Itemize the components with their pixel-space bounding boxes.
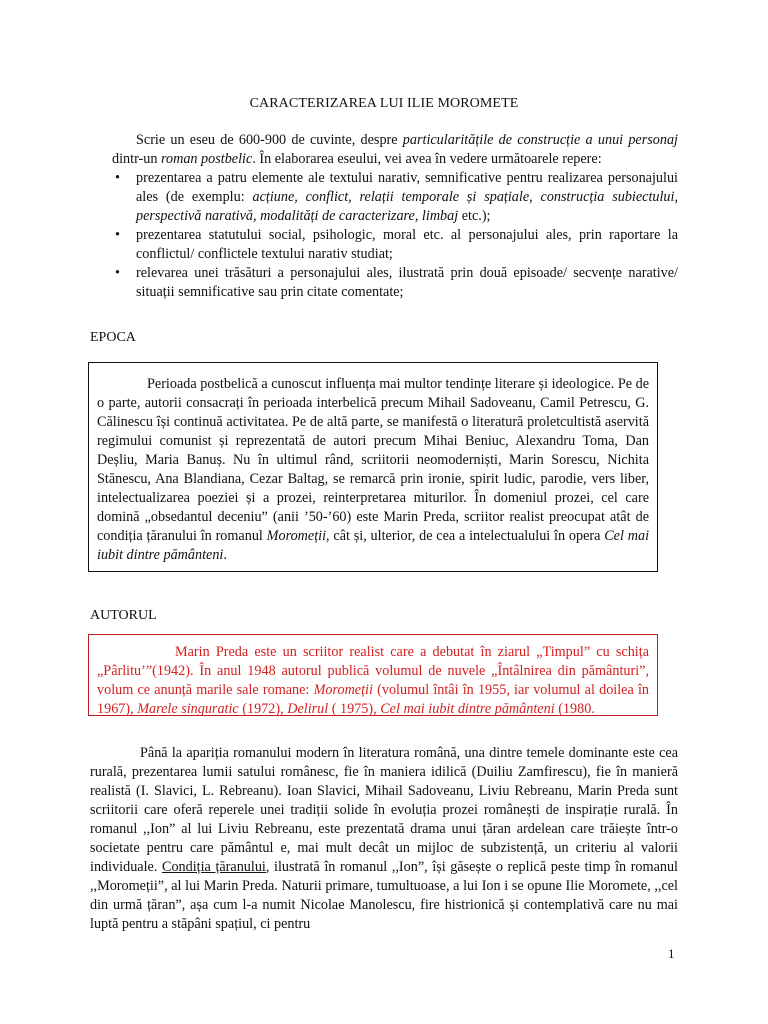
text-run: (1980.: [554, 701, 595, 717]
italic-text-run: Marele singuratic: [137, 701, 239, 717]
list-item: [112, 264, 678, 302]
autorul-paragraph: [97, 643, 649, 719]
italic-text-run: roman postbelic: [160, 151, 253, 167]
epoca-paragraph: [97, 375, 649, 565]
text-run: Până la apariția romanului modern în literatura română, una dintre temele dominante este cea rurală, prezentarea lumii satului românesc, fie în maniera idilică (Duiliu Zamfirescu), fie în manieră realistă (I. Slavici, L. Rebreanu). Ioan Slavici, Mihail Sadoveanu, Liviu Rebreanu, Marin Preda sunt scriitorii care oferă reperele unei tradiții solide în evoluția prozei românești de inspirație rurală. În romanul ,,Ion” al lui Liviu Rebreanu, este prezentată drama unui țăran ardelean care trăiește într-o societate pentru care pământul e, mai mult decât un mijloc de subzistență, un criteriu al valorii individuale.: [90, 745, 678, 875]
bullet-icon: •: [115, 227, 120, 243]
text-run: . În elaborarea eseului, vei avea în vedere următoarele repere:: [252, 151, 602, 167]
section-heading-autorul: AUTORUL: [90, 608, 157, 623]
text-run: dintr-un: [112, 151, 161, 167]
essay-paragraph: [90, 744, 678, 934]
text-run: prezentarea statutului social, psihologic, moral etc. al personajului ales, prin raportare la conflictul/ conflictele textului narativ studiat;: [136, 227, 678, 262]
bullet-icon: •: [115, 265, 120, 281]
text-run: Scrie un eseu de 600-900 de cuvinte, despre: [136, 132, 403, 148]
text-run: , ilustrată în romanul ,,Ion”, își găsește o replică peste timp în romanul ,,Moromeții”, al lui Marin Preda. Naturii primare, tumultuoase, a lui Ion i se opune Ilie Moromete, ,,cel din urmă țăran”, așa cum l-a numit Nicolae Manolescu, fire histrionică și contemplativă care nu mai luptă pentru a stăpâni spațiul, ci pentru: [90, 859, 678, 932]
instructions-paragraph: [112, 131, 678, 169]
list-item: [112, 226, 678, 264]
section-heading-epoca: EPOCA: [90, 330, 136, 345]
text-run: .: [223, 547, 227, 563]
autorul-text-box: [88, 634, 658, 716]
text-run: Perioada postbelică a cunoscut influența mai multor tendințe literare și ideologice. Pe de o parte, autorii consacrați în perioada interbelică precum Mihail Sadoveanu, Camil Petrescu, G. Călinescu își continuă activitatea. Pe de altă parte, se manifestă o literatură proletcultistă aservită regimului comunist și reprezentată de autori precum Mihai Beniuc, Alexandru Toma, Dan Deșliu, Maria Banuș. Nu în ultimul rând, scriitorii neomoderniști, Marin Sorescu, Nichita Stănescu, Ana Blandiana, Cezar Baltag, se remarcă prin ironie, spirit ludic, parodie, vers liber, intelectualizarea poeziei și a prozei, reinterpretarea miturilor. În domeniul prozei, cel care domină „obsedantul deceniu” (anii ’50-’60) este Marin Preda, scriitor realist preocupat atât de condiția țăranului în romanul: [97, 376, 649, 544]
italic-text-run: Cel mai iubit dintre pământeni: [97, 528, 650, 563]
essay-body: [90, 744, 678, 934]
assignment-instructions: [112, 131, 678, 302]
italic-text-run: acțiune, conflict, relații temporale și spațiale, construcția subiectului, perspectivă narativă, modalități de caracterizare, limbaj: [136, 189, 679, 224]
italic-text-run: Cel mai iubit dintre pământeni: [380, 701, 555, 717]
page-number: 1: [668, 946, 675, 961]
text-run: prezentarea a patru elemente ale textului narativ, semnificative pentru realizarea personajului ales (de exemplu:: [136, 170, 678, 205]
text-run: etc.);: [458, 208, 491, 224]
document-title: CARACTERIZAREA LUI ILIE MOROMETE: [249, 96, 519, 111]
requirements-list: [112, 169, 678, 302]
italic-text-run: Moromeții: [266, 528, 327, 544]
bullet-icon: •: [115, 170, 120, 186]
italic-text-run: Delirul: [287, 701, 329, 717]
text-run: (volumul întâi în 1955, iar volumul al doilea în 1967),: [97, 682, 649, 717]
text-run: relevarea unei trăsături a personajului ales, ilustrată prin două episoade/ secvențe narative/ situații semnificative sau prin citate comentate;: [136, 265, 678, 300]
italic-text-run: particularitățile de construcție a unui personaj: [402, 132, 678, 148]
text-run: Marin Preda este un scriitor realist care a debutat în ziarul „Timpul” cu schița „Pârlitu’”(1942). În anul 1948 autorul publică volumul de nuvele „Întâlnirea din pământuri”, volum ce anunță marile sale romane:: [97, 644, 649, 698]
italic-text-run: Moromeții: [313, 682, 373, 698]
epoca-text-box: [88, 362, 658, 572]
text-run: (1972),: [238, 701, 288, 717]
text-run: ( 1975),: [328, 701, 381, 717]
text-run: , cât și, ulterior, de cea a intelectualului în opera: [326, 528, 605, 544]
list-item: [112, 169, 678, 226]
underlined-text-run: Condiția țăranului: [161, 859, 266, 875]
